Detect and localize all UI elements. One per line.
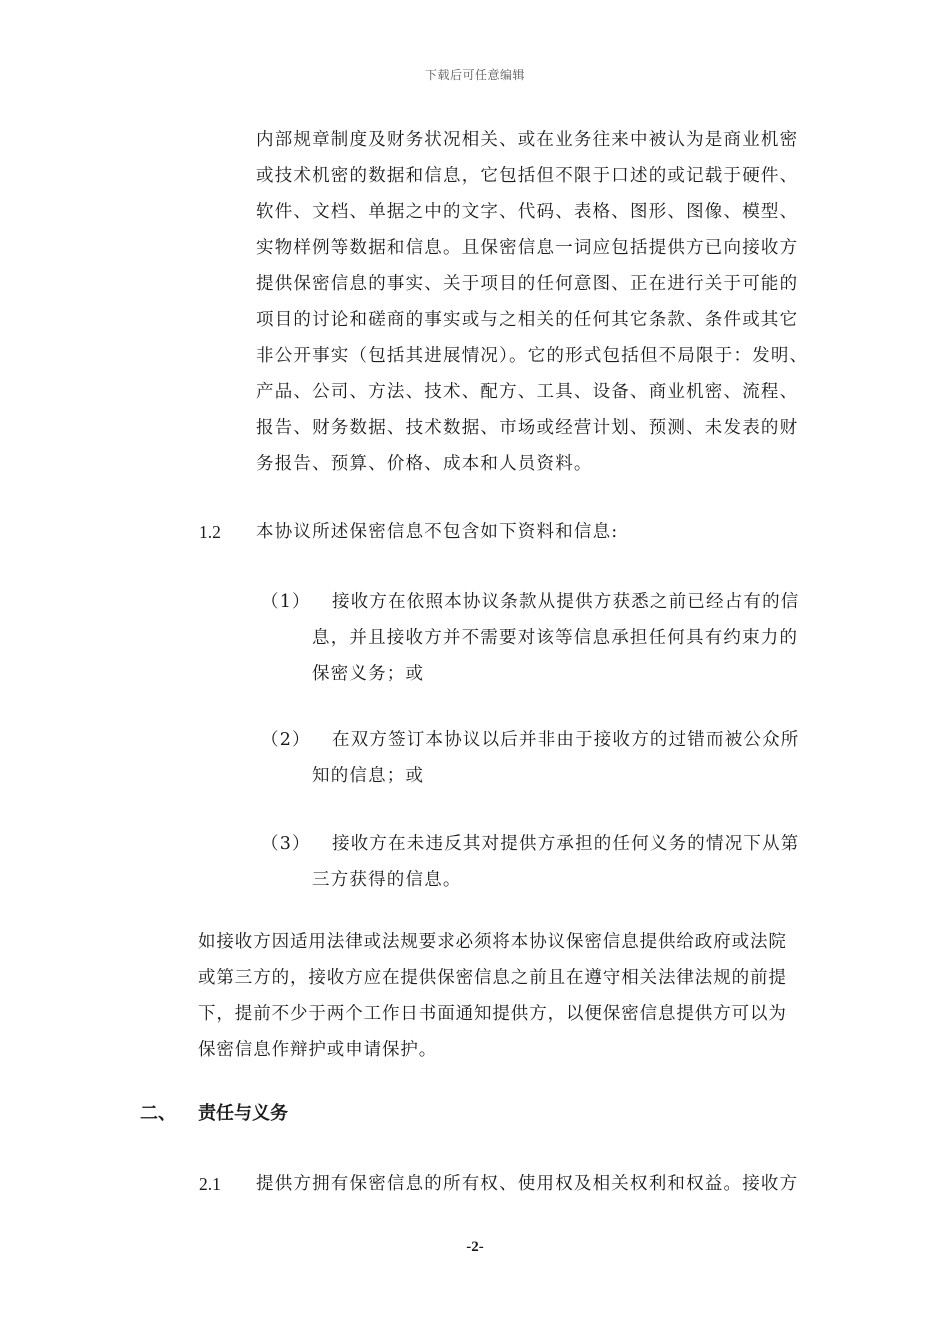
paragraph-line: 或第三方的，接收方应在提供保密信息之前且在遵守相关法律法规的前提 bbox=[198, 968, 787, 988]
section-number: 2.1 bbox=[199, 1174, 221, 1194]
intro-paragraph bbox=[256, 122, 808, 482]
paragraph-line: 非公开事实（包括其进展情况）。它的形式包括但不局限于：发明、 bbox=[256, 346, 809, 366]
paragraph-line: 保密信息作辩护或申请保护。 bbox=[198, 1040, 438, 1060]
paragraph-line: 如接收方因适用法律或法规要求必须将本协议保密信息提供给政府或法院 bbox=[198, 932, 787, 952]
page-number: -2- bbox=[466, 1239, 484, 1255]
exception-item-continued bbox=[312, 620, 798, 692]
paragraph-line: 内部规章制度及财务状况相关、或在业务往来中被认为是商业机密 bbox=[256, 130, 799, 150]
exception-line: 三方获得的信息。 bbox=[312, 870, 462, 890]
section-number: 1.2 bbox=[199, 522, 221, 542]
exception-line: 接收方在依照本协议条款从提供方获悉之前已经占有的信 bbox=[332, 592, 800, 612]
paragraph-line: 软件、文档、单据之中的文字、代码、表格、图形、图像、模型、 bbox=[256, 202, 799, 222]
section-heading-title: 责任与义务 bbox=[198, 1103, 288, 1124]
page-header: 下载后可任意编辑 bbox=[424, 68, 525, 82]
exception-item bbox=[332, 584, 800, 620]
exception-label: （1） bbox=[261, 592, 311, 612]
paragraph-line: 报告、财务数据、技术数据、市场或经营计划、预测、未发表的财 bbox=[256, 418, 799, 438]
paragraph-line: 实物样例等数据和信息。且保密信息一词应包括提供方已向接收方 bbox=[256, 238, 799, 258]
paragraph-line: 务报告、预算、价格、成本和人员资料。 bbox=[256, 454, 593, 474]
section-text: 提供方拥有保密信息的所有权、使用权及相关权利和权益。接收方 bbox=[256, 1174, 799, 1194]
paragraph-line: 或技术机密的数据和信息，它包括但不限于口述的或记载于硬件、 bbox=[256, 166, 799, 186]
exception-line: 保密义务；或 bbox=[312, 664, 425, 684]
section-text: 本协议所述保密信息不包含如下资料和信息: bbox=[256, 522, 619, 542]
exception-label: （2） bbox=[261, 730, 311, 750]
exception-line: 息，并且接收方并不需要对该等信息承担任何具有约束力的 bbox=[312, 628, 799, 648]
exception-line: 知的信息；或 bbox=[312, 766, 425, 786]
disclosure-paragraph bbox=[198, 924, 787, 1068]
paragraph-line: 项目的讨论和磋商的事实或与之相关的任何其它条款、条件或其它 bbox=[256, 310, 799, 330]
exception-line: 接收方在未违反其对提供方承担的任何义务的情况下从第 bbox=[332, 834, 800, 854]
section-heading-number: 二、 bbox=[140, 1103, 176, 1124]
paragraph-line: 下，提前不少于两个工作日书面通知提供方，以便保密信息提供方可以为 bbox=[198, 1004, 787, 1024]
exception-line: 在双方签订本协议以后并非由于接收方的过错而被公众所 bbox=[332, 730, 800, 750]
exception-item bbox=[332, 826, 800, 862]
exception-item-continued bbox=[312, 862, 462, 898]
exception-label: （3） bbox=[261, 834, 311, 854]
paragraph-line: 提供保密信息的事实、关于项目的任何意图、正在进行关于可能的 bbox=[256, 274, 799, 294]
section-1-2-text bbox=[256, 514, 618, 550]
exception-item-continued bbox=[312, 758, 424, 794]
exception-item bbox=[332, 722, 800, 758]
section-2-1-text bbox=[256, 1166, 798, 1202]
paragraph-line: 产品、公司、方法、技术、配方、工具、设备、商业机密、流程、 bbox=[256, 382, 799, 402]
